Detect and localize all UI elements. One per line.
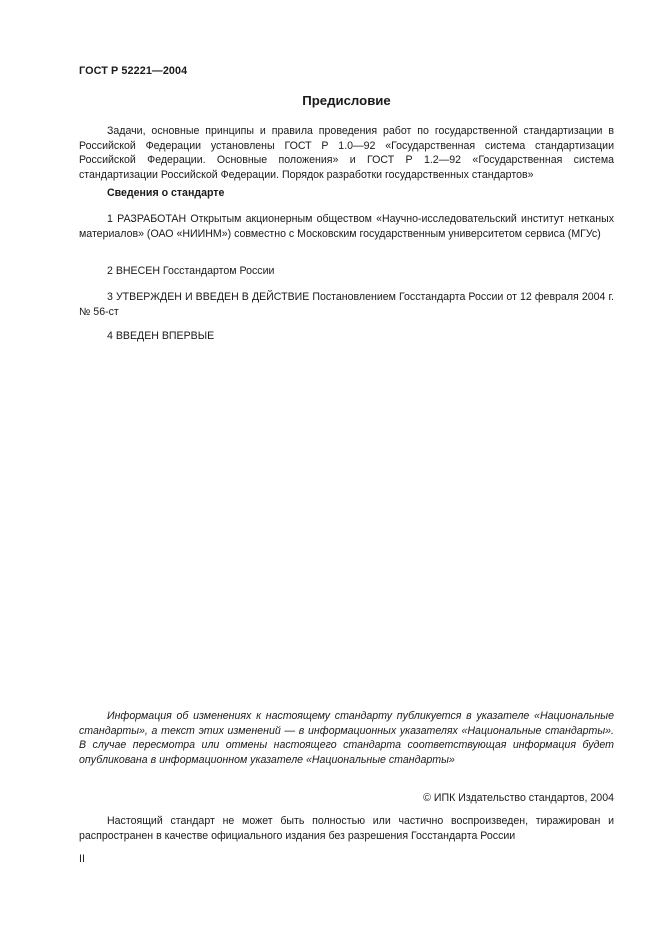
changes-note: Информация об изменениях к настоящему стандарту публикуется в указателе «Национальные стандарты», а текст этих изменений — в информационных указателях «Национальные стандарты». В случае пересмотра или отмены настоящего стандарта соответствующая информация будет опубликована в информационном указателе «Национальные стандарты» bbox=[79, 710, 614, 766]
info-item-2: 2 ВНЕСЕН Госстандартом России bbox=[107, 265, 275, 277]
info-item-4: 4 ВВЕДЕН ВПЕРВЫЕ bbox=[107, 330, 215, 342]
document-code-header: ГОСТ Р 52221—2004 bbox=[79, 65, 188, 77]
intro-paragraph: Задачи, основные принципы и правила проведения работ по государственной стандартизации в Российской Федерации установлены ГОСТ Р 1.0—92 «Государственная система стандартизации Российской Федерации. Основные положения» и ГОСТ Р 1.2—92 «Государственная система стандартизации Российской Федерации. Порядок разработки государственных стандартов» bbox=[79, 125, 614, 181]
copyright-line: © ИПК Издательство стандартов, 2004 bbox=[423, 792, 614, 804]
info-item-1: 1 РАЗРАБОТАН Открытым акционерным обществом «Научно-исследовательский институт нетканых материалов» (ОАО «НИИНМ») совместно с Московским государственным университетом сервиса (МГУс) bbox=[79, 213, 614, 240]
reproduction-notice: Настоящий стандарт не может быть полностью или частично воспроизведен, тиражирован и распространен в качестве официального издания без разрешения Госстандарта России bbox=[79, 815, 614, 842]
page-number: II bbox=[79, 853, 85, 865]
info-heading: Сведения о стандарте bbox=[107, 187, 225, 199]
page-title: Предисловие bbox=[302, 93, 391, 108]
info-item-3: 3 УТВЕРЖДЕН И ВВЕДЕН В ДЕЙСТВИЕ Постановлением Госстандарта России от 12 февраля 2004 г. № 56-ст bbox=[79, 291, 614, 318]
